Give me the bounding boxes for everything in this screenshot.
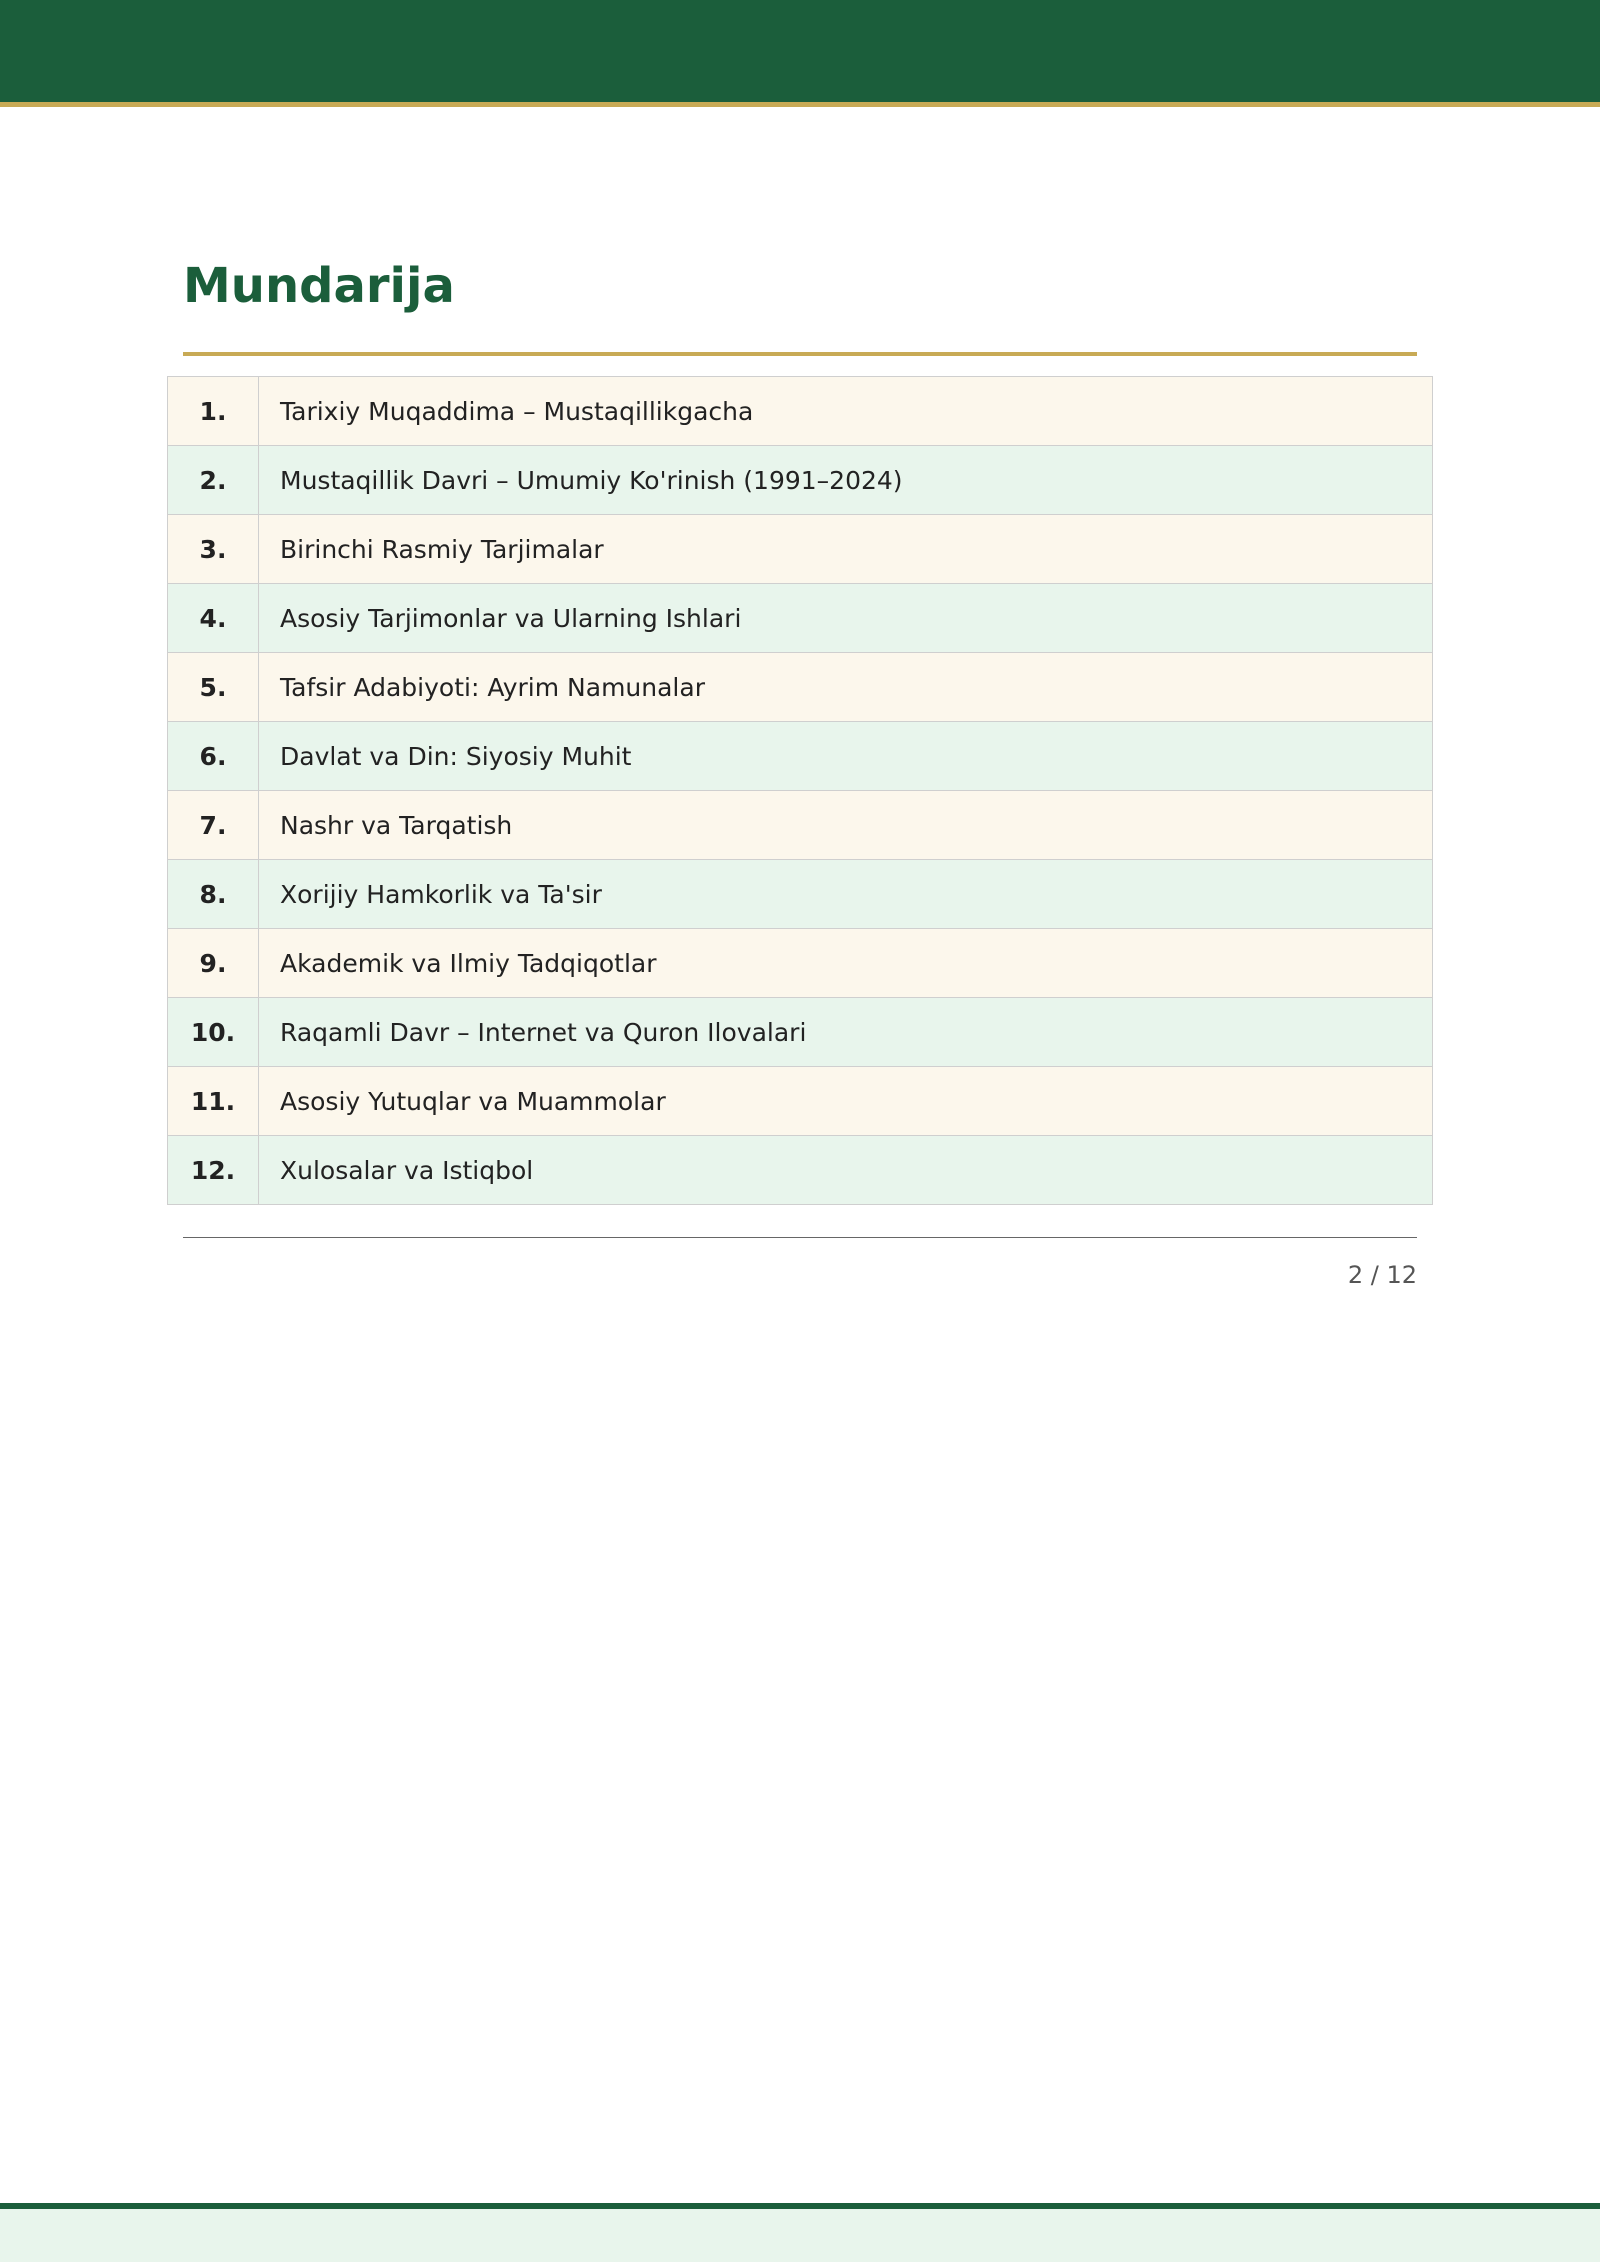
toc-label[interactable]: Asosiy Yutuqlar va Muammolar	[259, 1067, 1433, 1136]
toc-label[interactable]: Xulosalar va Istiqbol	[259, 1136, 1433, 1205]
toc-label[interactable]: Raqamli Davr – Internet va Quron Ilovalari	[259, 998, 1433, 1067]
toc-number: 9.	[168, 929, 259, 998]
toc-number: 12.	[168, 1136, 259, 1205]
toc-row-5[interactable]	[168, 653, 1433, 722]
toc-row-3[interactable]	[168, 515, 1433, 584]
toc-row-9[interactable]	[168, 929, 1433, 998]
toc-row-11[interactable]	[168, 1067, 1433, 1136]
toc-label[interactable]: Asosiy Tarjimonlar va Ularning Ishlari	[259, 584, 1433, 653]
page-number: 2 / 12	[1347, 1261, 1417, 1289]
footer-band	[0, 2209, 1600, 2262]
toc-number: 8.	[168, 860, 259, 929]
toc-label[interactable]: Tarixiy Muqaddima – Mustaqillikgacha	[259, 377, 1433, 446]
toc-number: 4.	[168, 584, 259, 653]
toc-row-7[interactable]	[168, 791, 1433, 860]
toc-number: 5.	[168, 653, 259, 722]
toc-number: 6.	[168, 722, 259, 791]
page-title: Mundarija	[183, 258, 455, 314]
toc-label[interactable]: Nashr va Tarqatish	[259, 791, 1433, 860]
toc-number: 3.	[168, 515, 259, 584]
toc-label[interactable]: Xorijiy Hamkorlik va Ta'sir	[259, 860, 1433, 929]
toc-label[interactable]: Davlat va Din: Siyosiy Muhit	[259, 722, 1433, 791]
toc-row-10[interactable]	[168, 998, 1433, 1067]
toc-number: 10.	[168, 998, 259, 1067]
toc-number: 11.	[168, 1067, 259, 1136]
toc-row-2[interactable]	[168, 446, 1433, 515]
title-divider	[183, 352, 1417, 356]
toc-label[interactable]: Akademik va Ilmiy Tadqiqotlar	[259, 929, 1433, 998]
toc-label[interactable]: Mustaqillik Davri – Umumiy Ko'rinish (1991–2024)	[259, 446, 1433, 515]
header-band	[0, 0, 1600, 102]
toc-row-4[interactable]	[168, 584, 1433, 653]
toc-number: 2.	[168, 446, 259, 515]
header-gold-rule	[0, 102, 1600, 107]
toc-number: 1.	[168, 377, 259, 446]
footer-divider	[183, 1237, 1417, 1238]
toc-label[interactable]: Tafsir Adabiyoti: Ayrim Namunalar	[259, 653, 1433, 722]
toc-row-1[interactable]	[168, 377, 1433, 446]
table-of-contents	[167, 376, 1433, 1205]
toc-row-8[interactable]	[168, 860, 1433, 929]
toc-row-6[interactable]	[168, 722, 1433, 791]
toc-row-12[interactable]	[168, 1136, 1433, 1205]
toc-label[interactable]: Birinchi Rasmiy Tarjimalar	[259, 515, 1433, 584]
toc-number: 7.	[168, 791, 259, 860]
